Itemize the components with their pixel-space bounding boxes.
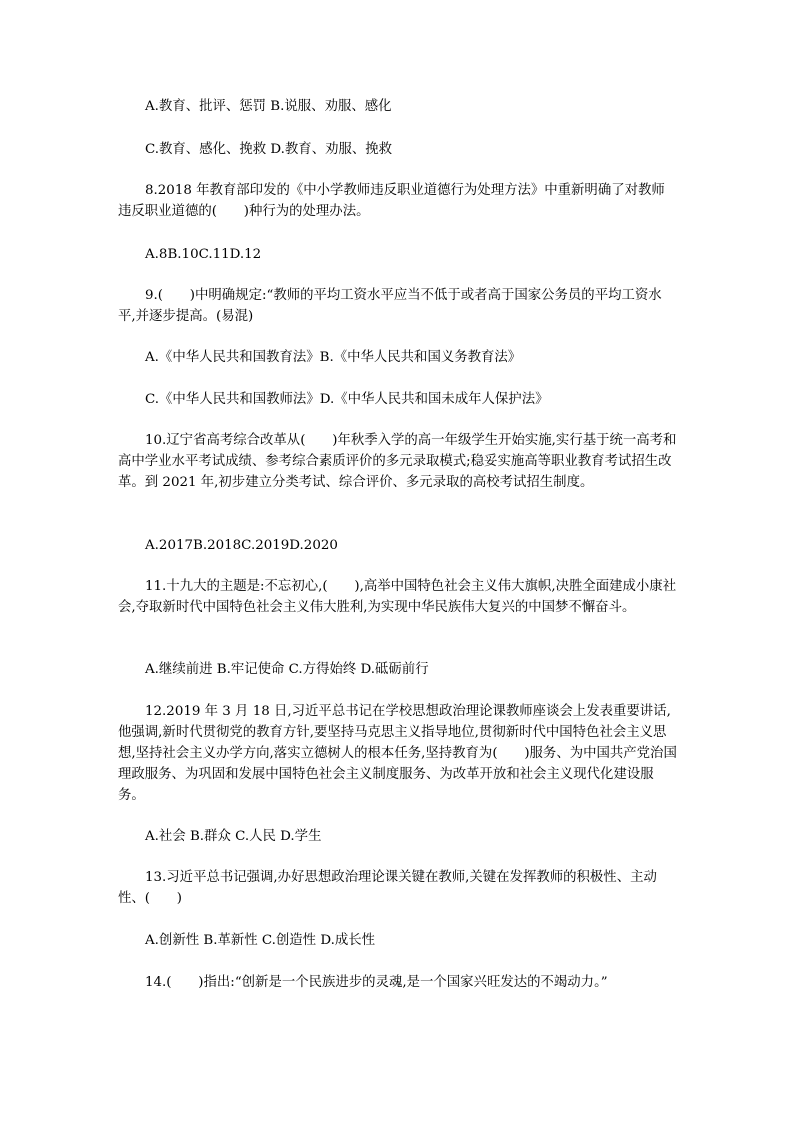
option-line-7cd: C.教育、感化、挽救 D.教育、劝服、挽救 (145, 142, 393, 157)
option-line-11: A.继续前进 B.牢记使命 C.方得始终 D.砥砺前行 (145, 662, 429, 677)
option-line-9ab: A.《中华人民共和国教育法》B.《中华人民共和国义务教育法》 (145, 350, 522, 365)
question-12: 12.2019 年 3 月 18 日,习近平总书记在学校思想政治理论课教师座谈会上发表重要讲话,他强调,新时代贯彻党的教育方针,要坚持马克思主义指导地位,贯彻新时代中国特色社会主义思想,坚持社会主义办学方向,落实立德树人的根本任务,坚持教育为( )服务、为中国共产党治国理政服务、为巩固和发展中国特色社会主义制度服务、为改革开放和社会主义现代化建设服务。 (118, 704, 677, 803)
option-line-12: A.社会 B.群众 C.人民 D.学生 (145, 829, 322, 844)
question-8: 8.2018 年教育部印发的《中小学教师违反职业道德行为处理方法》中重新明确了对教师违反职业道德的( )种行为的处理办法。 (118, 183, 665, 219)
question-9: 9.( )中明确规定:“教师的平均工资水平应当不低于或者高于国家公务员的平均工资水平,并逐步提高。(易混) (118, 288, 662, 324)
option-line-7ab: A.教育、批评、惩罚 B.说服、劝服、感化 (145, 99, 392, 114)
question-10: 10.辽宁省高考综合改革从( )年秋季入学的高一年级学生开始实施,实行基于统一高考和高中学业水平考试成绩、参考综合素质评价的多元录取模式;稳妥实施高等职业教育考试招生改革。到 2021 年,初步建立分类考试、综合评价、多元录取的高校考试招生制度。 (118, 433, 677, 490)
option-line-8: A.8B.10C.11D.12 (145, 247, 262, 262)
option-line-9cd: C.《中华人民共和国教师法》D.《中华人民共和国未成年人保护法》 (145, 392, 549, 407)
option-line-13: A.创新性 B.革新性 C.创造性 D.成长性 (145, 933, 376, 948)
option-line-10: A.2017B.2018C.2019D.2020 (145, 538, 338, 553)
question-13: 13.习近平总书记强调,办好思想政治理论课关键在教师,关键在发挥教师的积极性、主动性、( ) (118, 870, 657, 906)
question-14: 14.( )指出:“创新是一个民族进步的灵魂,是一个国家兴旺发达的不竭动力。” (145, 975, 608, 990)
question-11: 11.十九大的主题是:不忘初心,( ),高举中国特色社会主义伟大旗帜,决胜全面建成小康社会,夺取新时代中国特色社会主义伟大胜利,为实现中华民族伟大复兴的中国梦不懈奋斗。 (118, 579, 677, 615)
